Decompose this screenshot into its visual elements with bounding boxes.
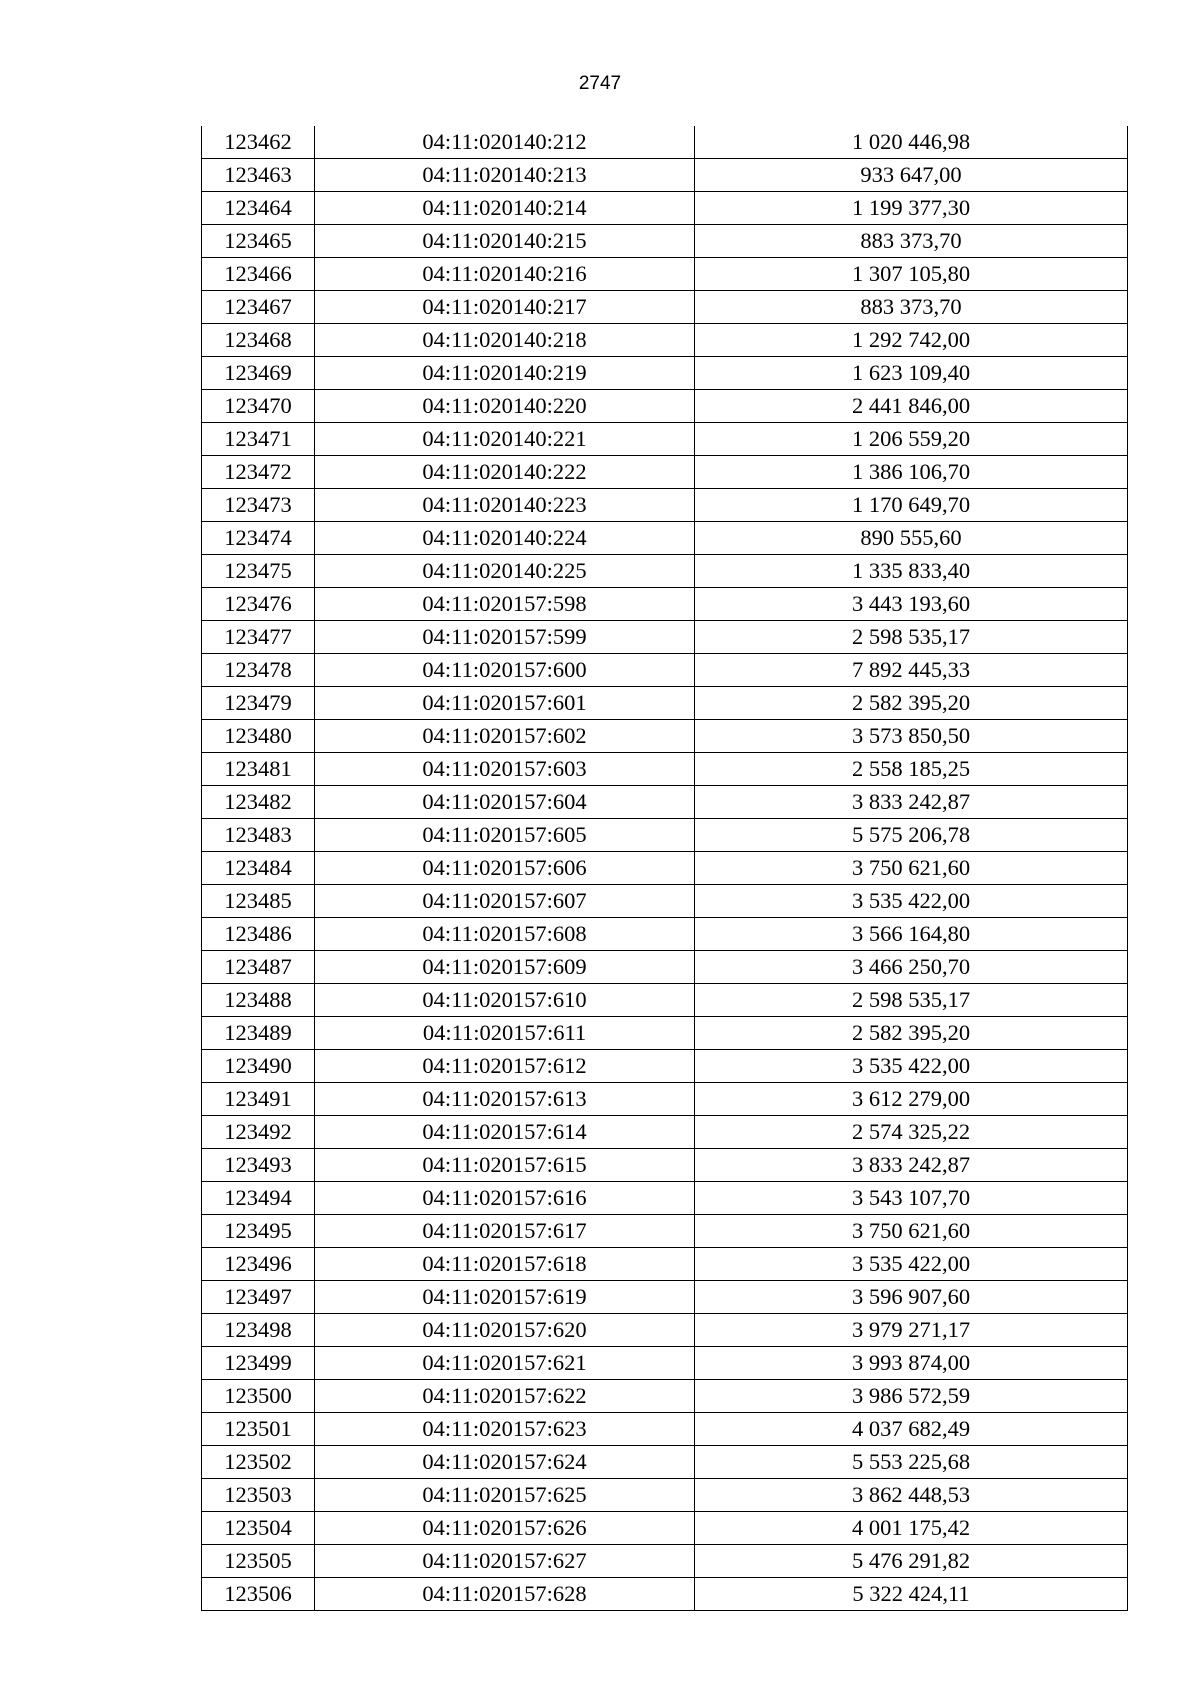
row-number-cell: 123465 <box>202 225 315 258</box>
cadastral-number-cell: 04:11:020157:623 <box>315 1413 695 1446</box>
table-row <box>202 324 1128 357</box>
table-row <box>202 1446 1128 1479</box>
table-row <box>202 621 1128 654</box>
cadastral-number-cell: 04:11:020140:225 <box>315 555 695 588</box>
cadastral-value-cell: 883 373,70 <box>695 225 1128 258</box>
row-number-cell: 123502 <box>202 1446 315 1479</box>
table-row <box>202 1182 1128 1215</box>
cadastral-number-cell: 04:11:020157:602 <box>315 720 695 753</box>
cadastral-number-cell: 04:11:020157:603 <box>315 753 695 786</box>
cadastral-value-cell: 3 596 907,60 <box>695 1281 1128 1314</box>
table-row <box>202 1413 1128 1446</box>
cadastral-number-cell: 04:11:020157:621 <box>315 1347 695 1380</box>
cadastral-value-cell: 3 750 621,60 <box>695 852 1128 885</box>
row-number-cell: 123467 <box>202 291 315 324</box>
row-number-cell: 123492 <box>202 1116 315 1149</box>
cadastral-number-cell: 04:11:020157:604 <box>315 786 695 819</box>
row-number-cell: 123464 <box>202 192 315 225</box>
cadastral-number-cell: 04:11:020140:218 <box>315 324 695 357</box>
row-number-cell: 123493 <box>202 1149 315 1182</box>
row-number-cell: 123481 <box>202 753 315 786</box>
cadastral-value-cell: 7 892 445,33 <box>695 654 1128 687</box>
cadastral-value-cell: 3 979 271,17 <box>695 1314 1128 1347</box>
cadastral-value-cell: 1 199 377,30 <box>695 192 1128 225</box>
cadastral-number-cell: 04:11:020157:599 <box>315 621 695 654</box>
cadastral-value-cell: 883 373,70 <box>695 291 1128 324</box>
cadastral-number-cell: 04:11:020140:216 <box>315 258 695 291</box>
cadastral-number-cell: 04:11:020157:606 <box>315 852 695 885</box>
table-row <box>202 291 1128 324</box>
cadastral-value-cell: 890 555,60 <box>695 522 1128 555</box>
table-row <box>202 819 1128 852</box>
row-number-cell: 123498 <box>202 1314 315 1347</box>
table-row <box>202 1479 1128 1512</box>
row-number-cell: 123496 <box>202 1248 315 1281</box>
table-row <box>202 1281 1128 1314</box>
table-row <box>202 1017 1128 1050</box>
table-row <box>202 1248 1128 1281</box>
cadastral-number-cell: 04:11:020140:222 <box>315 456 695 489</box>
row-number-cell: 123503 <box>202 1479 315 1512</box>
table-row <box>202 522 1128 555</box>
cadastral-number-cell: 04:11:020140:223 <box>315 489 695 522</box>
table-row <box>202 1215 1128 1248</box>
cadastral-number-cell: 04:11:020140:212 <box>315 126 695 159</box>
table-body <box>202 126 1128 1611</box>
row-number-cell: 123505 <box>202 1545 315 1578</box>
cadastral-value-cell: 3 535 422,00 <box>695 1248 1128 1281</box>
table-row <box>202 1347 1128 1380</box>
cadastral-number-cell: 04:11:020157:620 <box>315 1314 695 1347</box>
cadastral-value-cell: 3 612 279,00 <box>695 1083 1128 1116</box>
row-number-cell: 123491 <box>202 1083 315 1116</box>
row-number-cell: 123504 <box>202 1512 315 1545</box>
cadastral-value-cell: 3 993 874,00 <box>695 1347 1128 1380</box>
cadastral-value-cell: 933 647,00 <box>695 159 1128 192</box>
row-number-cell: 123470 <box>202 390 315 423</box>
cadastral-number-cell: 04:11:020157:614 <box>315 1116 695 1149</box>
cadastral-value-cell: 4 037 682,49 <box>695 1413 1128 1446</box>
cadastral-number-cell: 04:11:020157:613 <box>315 1083 695 1116</box>
cadastral-number-cell: 04:11:020157:615 <box>315 1149 695 1182</box>
cadastral-number-cell: 04:11:020157:611 <box>315 1017 695 1050</box>
row-number-cell: 123471 <box>202 423 315 456</box>
table-row <box>202 588 1128 621</box>
row-number-cell: 123474 <box>202 522 315 555</box>
row-number-cell: 123473 <box>202 489 315 522</box>
row-number-cell: 123475 <box>202 555 315 588</box>
table-row <box>202 1578 1128 1611</box>
row-number-cell: 123490 <box>202 1050 315 1083</box>
cadastral-number-cell: 04:11:020157:605 <box>315 819 695 852</box>
table-row <box>202 984 1128 1017</box>
cadastral-value-cell: 1 386 106,70 <box>695 456 1128 489</box>
cadastral-number-cell: 04:11:020157:617 <box>315 1215 695 1248</box>
table-row <box>202 753 1128 786</box>
table-row <box>202 1314 1128 1347</box>
table-row <box>202 1545 1128 1578</box>
row-number-cell: 123480 <box>202 720 315 753</box>
row-number-cell: 123477 <box>202 621 315 654</box>
cadastral-number-cell: 04:11:020157:618 <box>315 1248 695 1281</box>
row-number-cell: 123483 <box>202 819 315 852</box>
cadastral-value-cell: 3 833 242,87 <box>695 786 1128 819</box>
table-row <box>202 423 1128 456</box>
cadastral-value-cell: 3 535 422,00 <box>695 1050 1128 1083</box>
cadastral-number-cell: 04:11:020140:219 <box>315 357 695 390</box>
table-row <box>202 720 1128 753</box>
table-row <box>202 1380 1128 1413</box>
table-row <box>202 192 1128 225</box>
cadastral-value-cell: 2 582 395,20 <box>695 687 1128 720</box>
cadastral-value-cell: 2 582 395,20 <box>695 1017 1128 1050</box>
table-row <box>202 1116 1128 1149</box>
cadastral-number-cell: 04:11:020157:601 <box>315 687 695 720</box>
cadastral-number-cell: 04:11:020157:626 <box>315 1512 695 1545</box>
cadastral-value-cell: 3 986 572,59 <box>695 1380 1128 1413</box>
cadastral-number-cell: 04:11:020157:616 <box>315 1182 695 1215</box>
cadastral-number-cell: 04:11:020157:627 <box>315 1545 695 1578</box>
cadastral-value-cell: 2 558 185,25 <box>695 753 1128 786</box>
cadastral-value-cell: 1 623 109,40 <box>695 357 1128 390</box>
table-row <box>202 1083 1128 1116</box>
cadastral-value-cell: 2 574 325,22 <box>695 1116 1128 1149</box>
page-number: 2747 <box>578 73 622 94</box>
cadastral-number-cell: 04:11:020140:217 <box>315 291 695 324</box>
cadastral-number-cell: 04:11:020157:624 <box>315 1446 695 1479</box>
table-row <box>202 786 1128 819</box>
cadastral-value-cell: 3 573 850,50 <box>695 720 1128 753</box>
cadastral-number-cell: 04:11:020140:224 <box>315 522 695 555</box>
row-number-cell: 123501 <box>202 1413 315 1446</box>
cadastral-value-cell: 3 466 250,70 <box>695 951 1128 984</box>
row-number-cell: 123472 <box>202 456 315 489</box>
row-number-cell: 123485 <box>202 885 315 918</box>
row-number-cell: 123506 <box>202 1578 315 1611</box>
row-number-cell: 123497 <box>202 1281 315 1314</box>
table-row <box>202 885 1128 918</box>
table-row <box>202 258 1128 291</box>
cadastral-number-cell: 04:11:020157:609 <box>315 951 695 984</box>
row-number-cell: 123486 <box>202 918 315 951</box>
cadastral-value-cell: 1 020 446,98 <box>695 126 1128 159</box>
table-row <box>202 390 1128 423</box>
table-row <box>202 489 1128 522</box>
cadastral-value-cell: 3 833 242,87 <box>695 1149 1128 1182</box>
cadastral-number-cell: 04:11:020140:215 <box>315 225 695 258</box>
cadastral-number-cell: 04:11:020157:622 <box>315 1380 695 1413</box>
cadastral-value-cell: 2 598 535,17 <box>695 984 1128 1017</box>
cadastral-number-cell: 04:11:020157:625 <box>315 1479 695 1512</box>
cadastral-value-cell: 1 292 742,00 <box>695 324 1128 357</box>
table-row <box>202 1149 1128 1182</box>
cadastral-value-cell: 5 322 424,11 <box>695 1578 1128 1611</box>
row-number-cell: 123463 <box>202 159 315 192</box>
table-row <box>202 225 1128 258</box>
cadastral-value-cell: 5 575 206,78 <box>695 819 1128 852</box>
cadastral-value-cell: 3 566 164,80 <box>695 918 1128 951</box>
cadastral-number-cell: 04:11:020140:221 <box>315 423 695 456</box>
table-row <box>202 654 1128 687</box>
row-number-cell: 123499 <box>202 1347 315 1380</box>
cadastral-value-cell: 1 335 833,40 <box>695 555 1128 588</box>
row-number-cell: 123478 <box>202 654 315 687</box>
row-number-cell: 123482 <box>202 786 315 819</box>
cadastral-number-cell: 04:11:020157:610 <box>315 984 695 1017</box>
row-number-cell: 123484 <box>202 852 315 885</box>
cadastral-number-cell: 04:11:020140:213 <box>315 159 695 192</box>
cadastral-number-cell: 04:11:020157:598 <box>315 588 695 621</box>
cadastral-value-cell: 3 862 448,53 <box>695 1479 1128 1512</box>
table-row <box>202 918 1128 951</box>
row-number-cell: 123494 <box>202 1182 315 1215</box>
row-number-cell: 123500 <box>202 1380 315 1413</box>
row-number-cell: 123476 <box>202 588 315 621</box>
cadastral-number-cell: 04:11:020157:608 <box>315 918 695 951</box>
table-row <box>202 159 1128 192</box>
row-number-cell: 123466 <box>202 258 315 291</box>
cadastral-number-cell: 04:11:020157:612 <box>315 1050 695 1083</box>
cadastral-value-cell: 5 476 291,82 <box>695 1545 1128 1578</box>
cadastral-value-cell: 3 535 422,00 <box>695 885 1128 918</box>
row-number-cell: 123488 <box>202 984 315 1017</box>
row-number-cell: 123462 <box>202 126 315 159</box>
row-number-cell: 123487 <box>202 951 315 984</box>
cadastral-value-cell: 5 553 225,68 <box>695 1446 1128 1479</box>
cadastral-number-cell: 04:11:020140:214 <box>315 192 695 225</box>
cadastral-number-cell: 04:11:020157:619 <box>315 1281 695 1314</box>
table-row <box>202 1512 1128 1545</box>
table-row <box>202 456 1128 489</box>
table-row <box>202 555 1128 588</box>
cadastral-value-cell: 3 443 193,60 <box>695 588 1128 621</box>
row-number-cell: 123469 <box>202 357 315 390</box>
cadastral-number-cell: 04:11:020157:600 <box>315 654 695 687</box>
row-number-cell: 123495 <box>202 1215 315 1248</box>
cadastral-value-cell: 3 543 107,70 <box>695 1182 1128 1215</box>
row-number-cell: 123489 <box>202 1017 315 1050</box>
table-row <box>202 357 1128 390</box>
cadastral-value-cell: 1 206 559,20 <box>695 423 1128 456</box>
cadastral-number-cell: 04:11:020140:220 <box>315 390 695 423</box>
table-row <box>202 852 1128 885</box>
cadastral-value-table <box>201 126 1128 1611</box>
table-row <box>202 951 1128 984</box>
cadastral-value-cell: 1 307 105,80 <box>695 258 1128 291</box>
cadastral-value-cell: 2 598 535,17 <box>695 621 1128 654</box>
cadastral-number-cell: 04:11:020157:628 <box>315 1578 695 1611</box>
row-number-cell: 123479 <box>202 687 315 720</box>
cadastral-value-cell: 4 001 175,42 <box>695 1512 1128 1545</box>
cadastral-number-cell: 04:11:020157:607 <box>315 885 695 918</box>
cadastral-value-cell: 1 170 649,70 <box>695 489 1128 522</box>
table-row <box>202 1050 1128 1083</box>
cadastral-value-cell: 3 750 621,60 <box>695 1215 1128 1248</box>
cadastral-value-cell: 2 441 846,00 <box>695 390 1128 423</box>
table-row <box>202 687 1128 720</box>
table-row <box>202 126 1128 159</box>
row-number-cell: 123468 <box>202 324 315 357</box>
